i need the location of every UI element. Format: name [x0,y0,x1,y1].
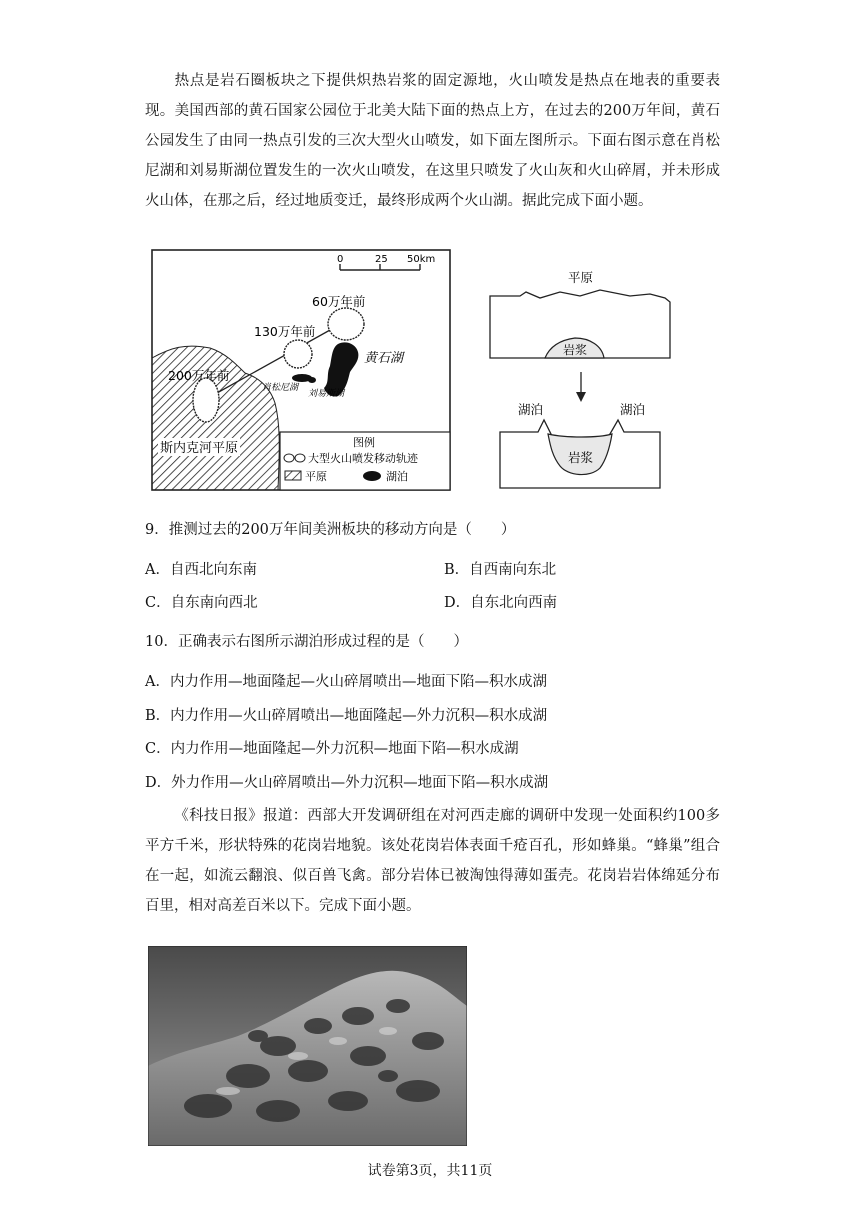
caldera-130 [284,340,312,368]
label-magma-bottom: 岩浆 [568,450,594,465]
lake-formation-diagram [480,266,680,496]
passage-1-line-5: 未形成火山体，在那之后，经过地质变迁，最终形成两个火山湖。据此完成下面小题。 [145,163,720,209]
caldera-60 [328,308,364,340]
label-shoshone-lake: 肖松尼湖 [262,383,299,393]
passage-2-line-3: 巢”组合在一起，如流云翻浪、似百兽飞禽。部分岩体已被淘蚀得薄如蛋壳。花岗岩岩 [145,838,720,884]
passage-2-line-2: 多平方千米，形状特殊的花岗岩地貌。该处花岗岩体表面千疮百孔，形如蜂巢。“蜂 [145,808,720,854]
question-9-stem: 9．推测过去的200万年间美洲板块的移动方向是（ ） [145,522,516,538]
label-snake-river-plain: 斯内克河平原 [160,441,239,456]
label-lewis-lake: 刘易斯湖 [308,389,345,399]
label-magma-top: 岩浆 [563,343,588,357]
legend-track: 大型火山喷发移动轨迹 [308,452,418,465]
legend-lake: 湖泊 [386,470,408,483]
lewis-lake [308,377,316,383]
question-10-option-c[interactable]: C．内力作用—地面隆起—外力沉积—地面下陷—积水成湖 [145,741,519,757]
passage-1 [145,66,720,216]
legend-plain: 平原 [305,470,327,483]
passage-1-line-4: 肖松尼湖和刘易斯湖位置发生的一次火山喷发，在这里只喷发了火山灰和火山碎屑，并 [145,133,720,179]
question-9-option-c[interactable]: C．自东南向西北 [145,595,258,611]
label-130-years: 130万年前 [254,324,316,339]
caldera-200 [193,378,219,422]
label-60-years: 60万年前 [312,294,366,309]
question-10-option-d[interactable]: D．外力作用—火山碎屑喷出—外力沉积—地面下陷—积水成湖 [145,775,549,791]
scale-0: 0 [337,254,344,265]
label-200-years: 200万年前 [168,368,230,383]
passage-2-line-4: 体绵延分布百里，相对高差百米以下。完成下面小题。 [145,868,720,914]
label-lake-left: 湖泊 [518,402,544,417]
legend-title: 图例 [353,436,375,449]
passage-1-line-3: 石公园发生了由同一热点引发的三次大型火山喷发，如下面左图所示。下面右图示意在 [145,103,720,149]
label-yellowstone-lake: 黄石湖 [364,351,404,366]
passage-2 [145,801,720,921]
passage-2-line-1: 《科技日报》报道：西部大开发调研组在对河西走廊的调研中发现一处面积约100 [174,808,706,824]
label-plain: 平原 [568,270,594,285]
yellowstone-hotspot-map [150,248,452,492]
page-footer: 试卷第3页，共11页 [367,1163,493,1179]
question-10-option-a[interactable]: A．内力作用—地面隆起—火山碎屑喷出—地面下陷—积水成湖 [145,674,547,690]
granite-honeycomb-photo [148,946,467,1146]
passage-1-line-2: 现。美国西部的黄石国家公园位于北美大陆下面的热点上方，在过去的200万年间，黄 [145,103,706,119]
map-legend [280,432,450,490]
question-10-option-b[interactable]: B．内力作用—火山碎屑喷出—地面隆起—外力沉积—积水成湖 [145,708,548,724]
question-10-stem: 10．正确表示右图所示湖泊形成过程的是（ ） [145,634,468,650]
question-9-option-a[interactable]: A．自西北向东南 [145,562,257,578]
label-lake-right: 湖泊 [620,402,646,417]
question-9-option-d[interactable]: D．自东北向西南 [444,595,558,611]
scale-50km: 50km [407,254,436,265]
passage-1-line-1: 热点是岩石圈板块之下提供炽热岩浆的固定源地，火山喷发是热点在地表的重要表 [174,73,720,89]
scale-25: 25 [375,254,388,265]
question-9-option-b[interactable]: B．自西南向东北 [444,562,557,578]
